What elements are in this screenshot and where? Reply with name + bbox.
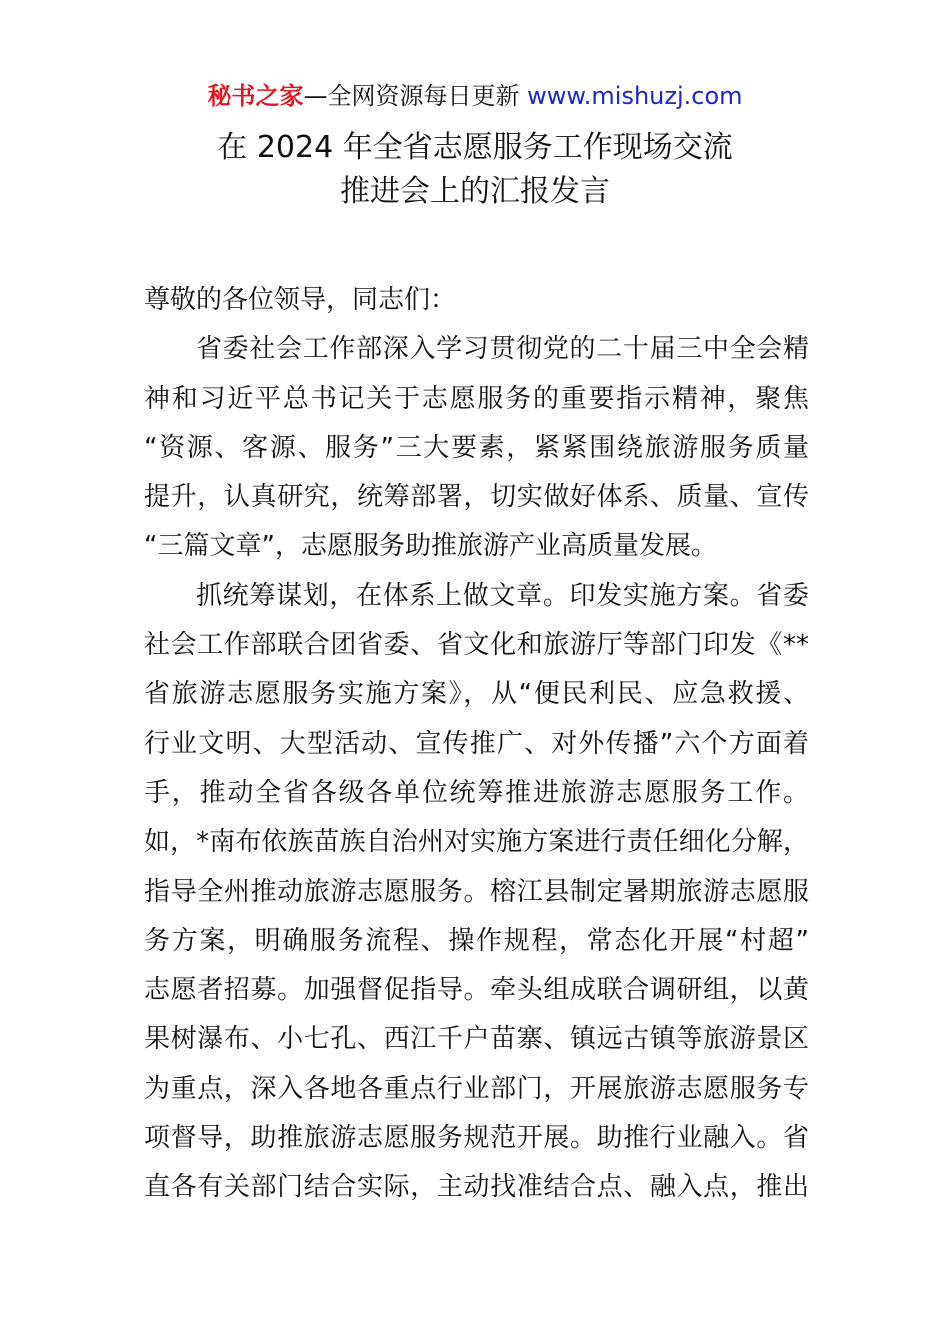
document-title (0, 126, 950, 214)
paragraph-2-line: 项督导，助推旅游志愿服务规范开展。助推行业融入。省 (144, 1123, 809, 1154)
banner-tagline: —全网资源每日更新 (303, 82, 528, 110)
title-line-1: 在 2024 年全省志愿服务工作现场交流 (217, 130, 733, 165)
paragraph-1-line: 神和习近平总书记关于志愿服务的重要指示精神，聚焦 (144, 383, 809, 414)
brand-name: 秘书之家 (207, 82, 304, 110)
paragraph-2-line: 务方案，明确服务流程、操作规程，常态化开展“村超” (144, 925, 809, 956)
paragraph-1-line: “三篇文章”，志愿服务助推旅游产业高质量发展。 (144, 531, 717, 562)
paragraph-2-line: 抓统筹谋划，在体系上做文章。印发实施方案。省委 (196, 580, 809, 611)
site-banner (0, 80, 950, 112)
paragraph-2-line: 如，*南布依族苗族自治州对实施方案进行责任细化分解， (144, 827, 809, 858)
paragraph-2-line: 直各有关部门结合实际，主动找准结合点、融入点，推出 (144, 1172, 809, 1203)
greeting: 尊敬的各位领导，同志们： (144, 285, 457, 315)
title-line-2: 推进会上的汇报发言 (340, 174, 610, 209)
paragraph-2-line: 指导全州推动旅游志愿服务。榕江县制定暑期旅游志愿服 (144, 876, 809, 907)
paragraph-2-line: 为重点，深入各地各重点行业部门，开展旅游志愿服务专 (144, 1073, 809, 1104)
site-url[interactable]: www.mishuzj.com (527, 82, 743, 110)
paragraph-2-line: 果树瀑布、小七孔、西江千户苗寨、镇远古镇等旅游景区 (144, 1024, 809, 1055)
paragraph-1-line: 提升，认真研究，统筹部署，切实做好体系、质量、宣传 (144, 482, 809, 513)
paragraph-2-line: 手，推动全省各级各单位统筹推进旅游志愿服务工作。 (144, 777, 809, 808)
paragraph-2-line: 省旅游志愿服务实施方案》，从“便民利民、应急救援、 (144, 679, 809, 710)
paragraph-1-line: “资源、客源、服务”三大要素，紧紧围绕旅游服务质量 (144, 432, 809, 463)
paragraph-2-line: 社会工作部联合团省委、省文化和旅游厅等部门印发《** (144, 630, 809, 661)
paragraph-1-line: 省委社会工作部深入学习贯彻党的二十届三中全会精 (196, 334, 809, 365)
paragraph-2-line: 行业文明、大型活动、宣传推广、对外传播”六个方面着 (144, 728, 809, 759)
paragraph-2-line: 志愿者招募。加强督促指导。牵头组成联合调研组，以黄 (144, 975, 809, 1006)
document-body (144, 276, 809, 1213)
